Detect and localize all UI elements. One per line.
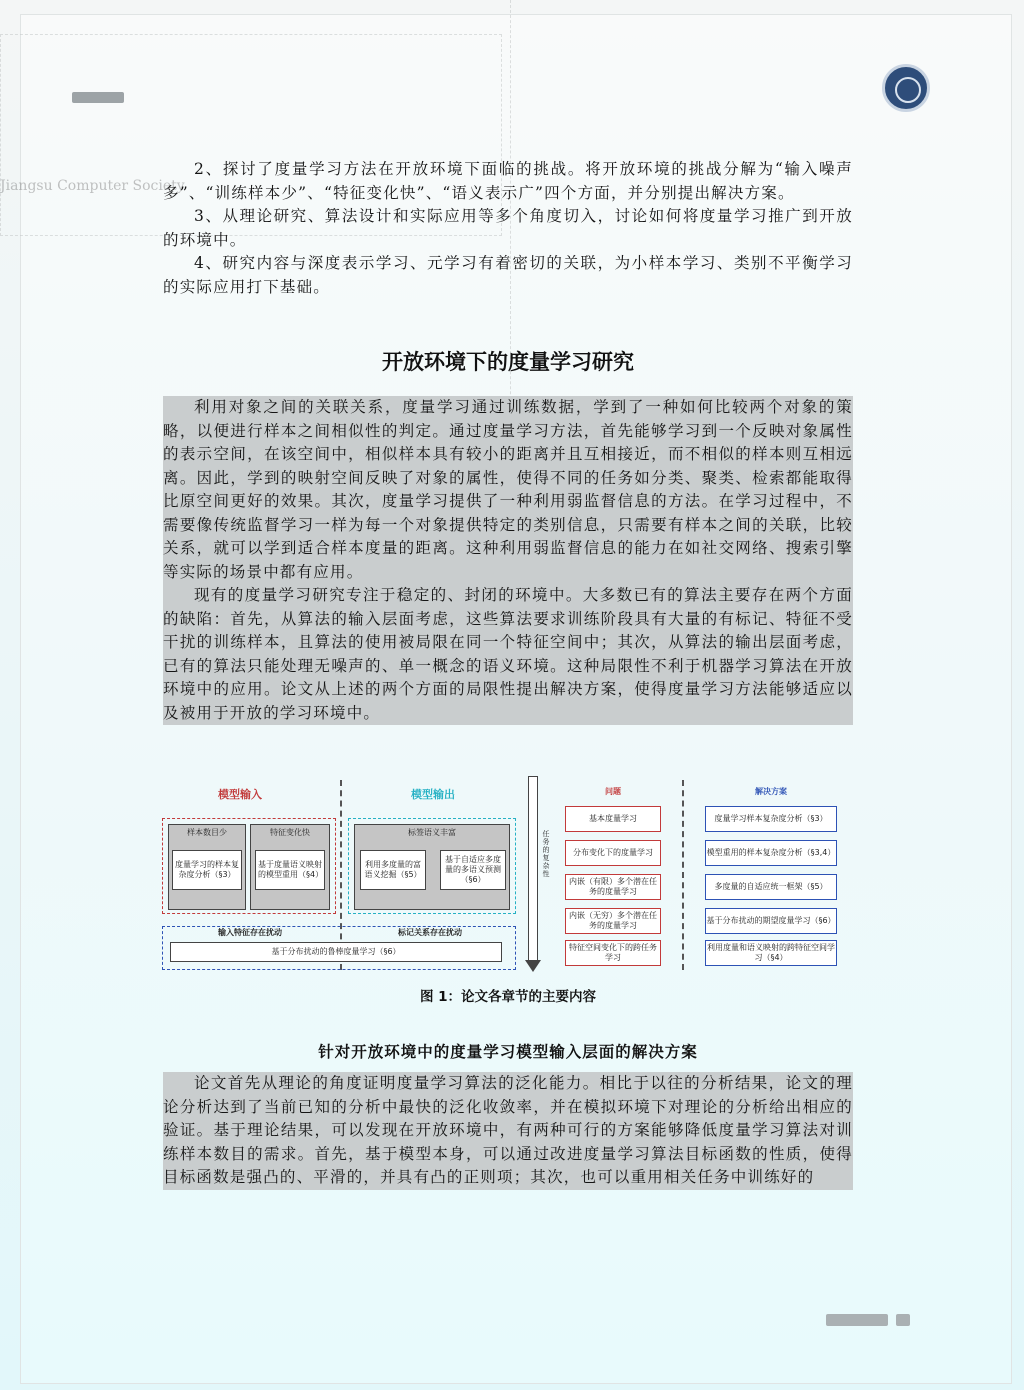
- complexity-arrow-label: 任务的复杂性: [542, 830, 550, 878]
- solution-item: 基于分布扰动的期望度量学习（§6）: [705, 908, 837, 934]
- robust-metric-box: 基于分布扰动的鲁棒度量学习（§6）: [170, 942, 502, 962]
- chapter-overview-diagram: [160, 770, 860, 980]
- body-text: [163, 396, 853, 725]
- figure-caption: 图 1：论文各章节的主要内容: [419, 989, 597, 1005]
- header-journal-title: [508, 90, 870, 104]
- label-noise-label: 标记关系存在扰动: [398, 928, 462, 937]
- adaptive-multi-metric-box: 基于自适应多度量的多语义预测（§6）: [440, 850, 506, 890]
- input-noise-label: 输入特征存在扰动: [218, 928, 282, 937]
- contribution-list: [163, 158, 853, 299]
- problem-item: 特征空间变化下的跨任务学习: [565, 940, 661, 966]
- paragraph-existing-work: 现有的度量学习研究专注于稳定的、封闭的环境中。大多数已有的算法主要存在两个方面的缺陷：首先，从算法的输入层面考虑，这些算法要求训练阶段具有大量的有标记、特征不受干扰的训练样本，且算法的使用被局限在同一个特征空间中；其次，从算法的输出层面考虑，已有的算法只能处理无噪声的、单一概念的语义环境。这种局限性不利于机器学习算法在开放环境中的应用。论文从上述的两个方面的局限性提出解决方案，使得度量学习方法能够适应以及被用于开放的学习环境中。: [163, 584, 853, 725]
- complexity-arrow-head: [525, 960, 541, 972]
- problem-item: 内嵌（无穷）多个潜在任务的度量学习: [565, 908, 661, 934]
- solutions-title: 解决方案: [755, 787, 787, 796]
- contribution-item: 3、从理论研究、算法设计和实际应用等多个角度切入，讨论如何将度量学习推广到开放的环境中。: [163, 207, 853, 249]
- fast-feature-change-label: 特征变化快: [270, 828, 310, 837]
- contribution-item: 4、研究内容与深度表示学习、元学习有着密切的关联，为小样本学习、类别不平衡学习的实际应用打下基础。: [163, 254, 853, 296]
- multi-metric-mining-box: 利用多度量的富语义挖掘（§5）: [360, 850, 426, 890]
- scan-artifact-text: Jiangsu Computer Society: [0, 178, 185, 194]
- footer-label: [826, 1314, 888, 1326]
- subsection-title: 针对开放环境中的度量学习模型输入层面的解决方案: [318, 1042, 698, 1061]
- problem-item: 基本度量学习: [565, 806, 661, 832]
- rich-semantics-label: 标签语义丰富: [408, 828, 456, 837]
- problem-item: 分布变化下的度量学习: [565, 840, 661, 866]
- sample-complexity-box: 度量学习的样本复杂度分析（§3）: [172, 850, 242, 890]
- few-samples-label: 样本数目少: [187, 828, 227, 837]
- solution-item: 多度量的自适应统一框架（§5）: [705, 874, 837, 900]
- solution-item: 利用度量和语义映射的跨特征空间学习（§4）: [705, 940, 837, 966]
- society-seal-icon: [882, 64, 930, 112]
- contribution-item: 2、探讨了度量学习方法在开放环境下面临的挑战。将开放环境的挑战分解为“输入噪声多”、“训练样本少”、“特征变化快”、“语义表示广”四个方面，并分别提出解决方案。: [163, 160, 853, 202]
- problems-title: 问题: [605, 787, 621, 796]
- problem-item: 内嵌（有限）多个潜在任务的度量学习: [565, 874, 661, 900]
- solution-item: 度量学习样本复杂度分析（§3）: [705, 806, 837, 832]
- divider: [682, 780, 684, 970]
- paragraph-theory: 论文首先从理论的角度证明度量学习算法的泛化能力。相比于以往的分析结果，论文的理论分析达到了当前已知的分析中最快的泛化收敛率，并在模拟环境下对理论的分析给出相应的验证。基于理论结果，可以发现在开放环境中，有两种可行的方案能够降低度量学习算法对训练样本数目的需求。首先，基于模型本身，可以通过改进度量学习算法目标函数的性质，使得目标函数是强凸的、平滑的，并具有凸的正则项；其次，也可以重用相关任务中训练好的: [163, 1072, 853, 1190]
- solution-item: 模型重用的样本复杂度分析（§3,4）: [705, 840, 837, 866]
- model-input-title: 模型输入: [218, 788, 262, 801]
- section-title: 开放环境下的度量学习研究: [382, 350, 634, 374]
- page-number: [896, 1314, 910, 1326]
- model-reuse-box: 基于度量语义映射的模型重用（§4）: [255, 850, 325, 890]
- model-output-title: 模型输出: [411, 788, 455, 801]
- body-text-2: [163, 1072, 853, 1190]
- complexity-arrow-shaft: [528, 776, 538, 962]
- header-left-label: [72, 92, 124, 103]
- paragraph-metric-learning: 利用对象之间的关联关系，度量学习通过训练数据，学到了一种如何比较两个对象的策略，以便进行样本之间相似性的判定。通过度量学习方法，首先能够学习到一个反映对象属性的表示空间，在该空间中，相似样本具有较小的距离并且互相接近，而不相似的样本则互相远离。因此，学到的映射空间反映了对象的属性，使得不同的任务如分类、聚类、检索都能取得比原空间更好的效果。其次，度量学习提供了一种利用弱监督信息的方法。在学习过程中，不需要像传统监督学习一样为每一个对象提供特定的类别信息，只需要有样本之间的关联，比较关系，就可以学到适合样本度量的距离。这种利用弱监督信息的能力在如社交网络、搜索引擎等实际的场景中都有应用。: [163, 396, 853, 584]
